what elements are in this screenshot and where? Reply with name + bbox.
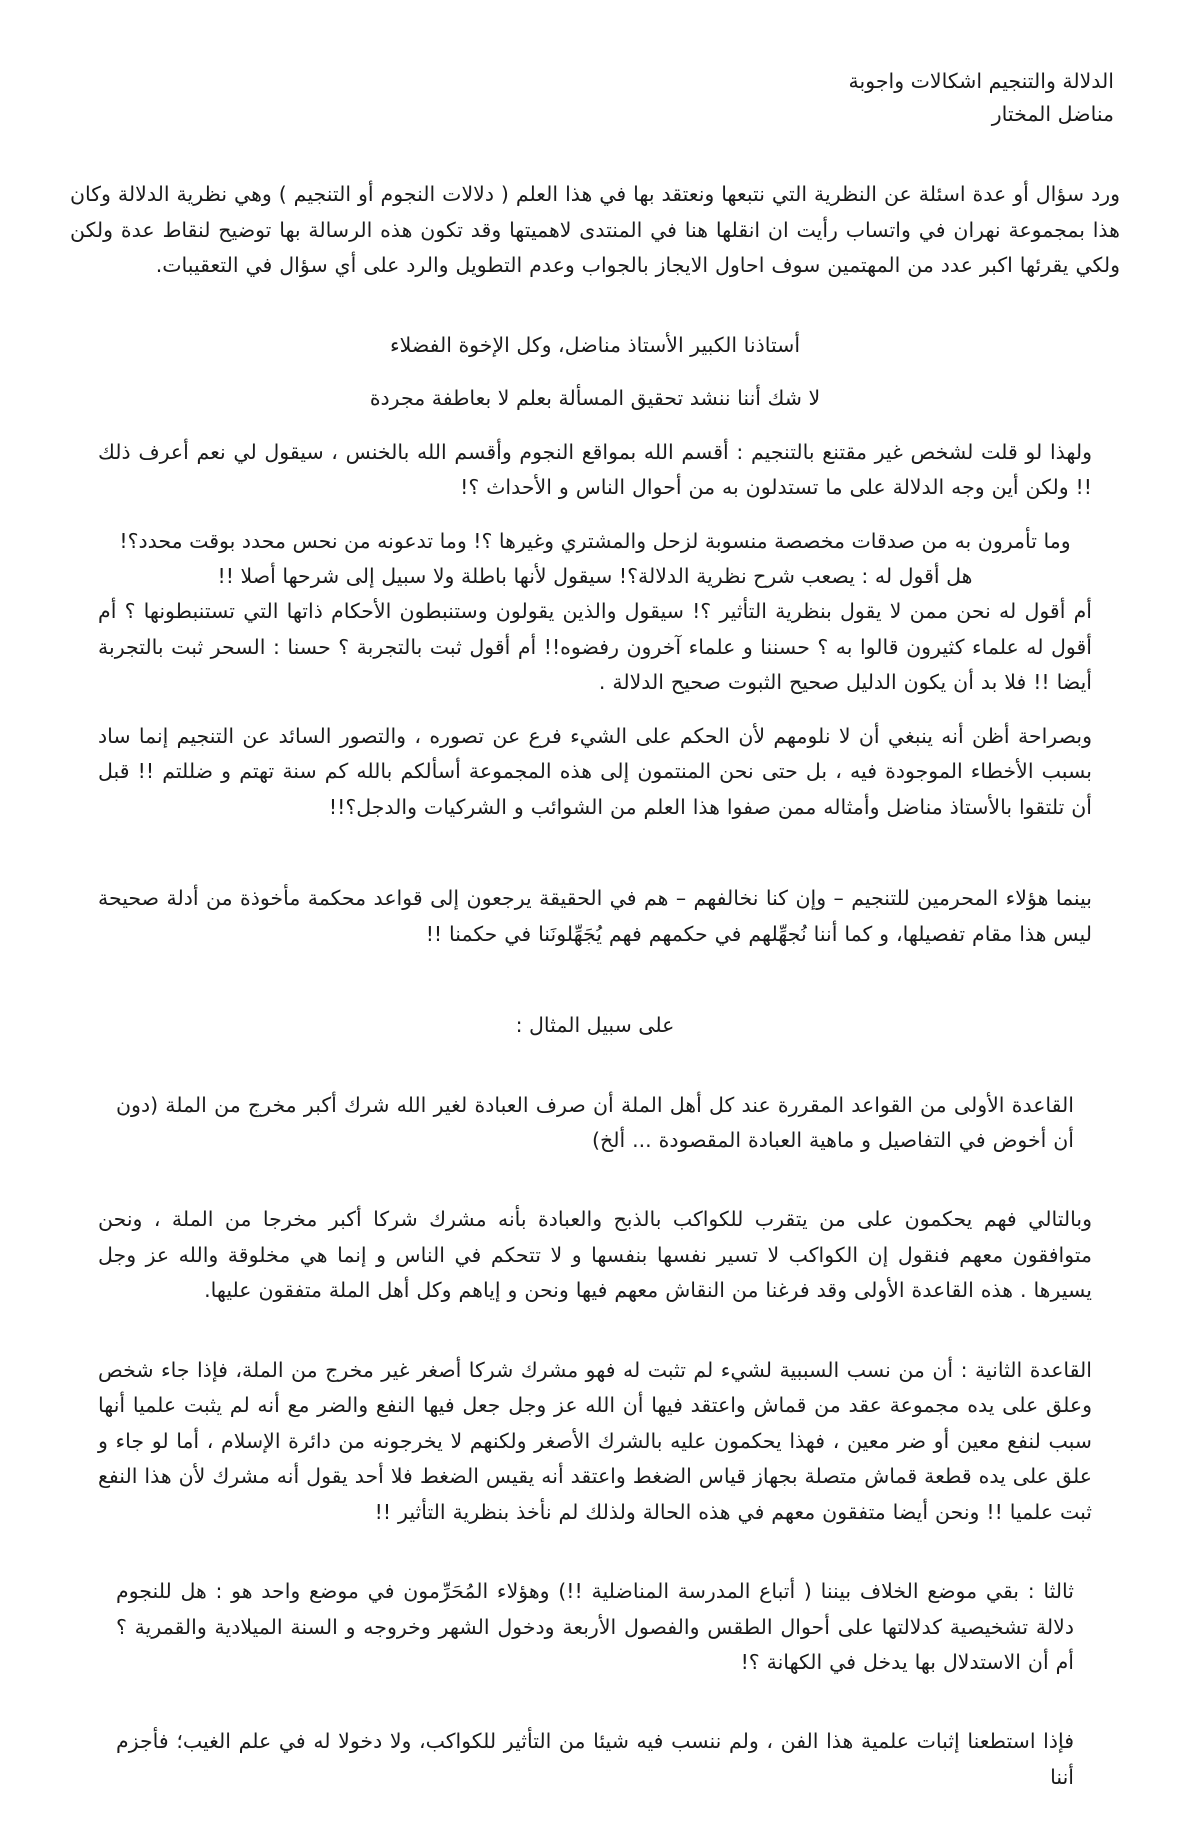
spacer: [70, 284, 1120, 328]
paragraph-rule-three: ثالثا : بقي موضع الخلاف بيننا ( أتباع المدرسة المناضلية !!) وهؤلاء المُحَرِّمون في موضع واحد هو : هل للنجوم دلالة تشخيصية كدلالتها على أحوال الطقس والفصول الأربعة ودخول الشهر وخروجه و السنة الميلادية والقمرية ؟ أم أن الاستدلال بها يدخل في الكهانة ؟!: [116, 1579, 1074, 1674]
paragraph-intro: ورد سؤال أو عدة اسئلة عن النظرية التي نتبعها ونعتقد بها في هذا العلم ( دلالات النجوم أو التنجيم ) وهي نظرية الدلالة وكان هذا بمجموعة نهران في واتساب رأيت ان انقلها هنا في المنتدى لاهميتها وقد تكون هذه الرسالة بها توضيح لنقاط عدة ولكن ولكي يقرئها اكبر عدد من المهتمين سوف احاول الايجاز بالجواب وعدم التطويل والرد على أي سؤال في التعقيبات.: [70, 182, 1120, 278]
rule-two-block: [70, 1353, 1120, 1530]
for-example-label: على سبيل المثال :: [515, 1013, 675, 1038]
document-title: الدلالة والتنجيم اشكالات واجوبة: [848, 69, 1114, 93]
spacer: [70, 1680, 1120, 1724]
spacer: [98, 506, 1092, 524]
document-header: [70, 55, 1120, 131]
spacer: [70, 825, 1120, 881]
document-body: [70, 177, 1120, 1795]
paragraph-meanwhile: بينما هؤلاء المحرمين للتنجيم – وإن كنا نخالفهم – هم في الحقيقة يرجعون إلى قواعد محكمة مأخوذة من أدلة صحيحة ليس هذا مقام تفصيلها، و كما أننا نُجهِّلهم في حكمهم فهم يُجَهِّلونَنا في حكمنا !!: [98, 886, 1092, 946]
rule-three-block: [70, 1574, 1120, 1680]
paragraph-question-3: هل أقول له : يصعب شرح نظرية الدلالة؟! سيقول لأنها باطلة ولا سبيل إلى شرحها أصلا !!: [217, 564, 973, 589]
paragraph-rule-two: القاعدة الثانية : أن من نسب السببية لشيء لم تثبت له فهو مشرك شركا أصغر غير مخرج من الملة، فإذا جاء شخص وعلق على يده مجموعة عقد من قماش واعتقد فيها أن الله عز وجل جعل فيها النفع والضر مع أنه لم يثبت علميا أنها سبب لنفع معين أو ضر معين ، فهذا يحكمون عليه بالشرك الأصغر ولكنهم لا يخرجونه من دائرة الإسلام ، أما لو جاء و علق على يده قطعة قماش متصلة بجهاز قياس الضغط واعتقد أنه يقيس الضغط فلا أحد يقول أنه مشرك لأن هذا النفع ثبت علميا !! ونحن أيضا متفقون معهم في هذه الحالة ولذلك لم نأخذ بنظرية التأثير !!: [98, 1357, 1092, 1524]
statement-objective: لا شك أننا ننشد تحقيق المسألة بعلم لا بعاطفة مجردة: [369, 386, 821, 411]
paragraph-question-1: ولهذا لو قلت لشخص غير مقتنع بالتنجيم : أقسم الله بمواقع النجوم وأقسم الله بالخنس ، سيقول لي نعم أعرف ذلك !! ولكن أين وجه الدلالة على ما تستدلون به من أحوال الناس و الأحداث ؟!: [98, 439, 1092, 500]
document-author: مناضل المختار: [991, 102, 1114, 127]
rule-one-consequence-block: [70, 1202, 1120, 1308]
questions-block: [70, 435, 1120, 701]
for-example-block: [70, 1008, 1120, 1043]
closing-block: [70, 1724, 1120, 1795]
salutation-block: [70, 328, 1120, 417]
spacer: [70, 1309, 1120, 1353]
paragraph-rule-one: القاعدة الأولى من القواعد المقررة عند كل أهل الملة أن صرف العبادة لغير الله شرك أكبر مخرج من الملة (دون أن أخوض في التفاصيل و ماهية العبادة المقصودة ... ألخ): [116, 1092, 1074, 1153]
spacer: [70, 701, 1120, 719]
spacer: [116, 363, 1074, 381]
frankly-block: [70, 719, 1120, 825]
spacer: [70, 417, 1120, 435]
paragraph-rule-one-consequence: وبالتالي فهم يحكمون على من يتقرب للكواكب بالذبح والعبادة بأنه مشرك شركا أكبر مخرجا من الملة ، ونحن متوافقون معهم فنقول إن الكواكب لا تسير نفسها بنفسها و لا تتحكم في الناس و إنما هي مخلوقة والله عز وجل يسيرها . هذه القاعدة الأولى وقد فرغنا من النقاش معهم فيها ونحن و إياهم وكل أهل الملة متفقون عليها.: [98, 1207, 1092, 1303]
meanwhile-block: [70, 881, 1120, 952]
spacer: [70, 952, 1120, 1008]
paragraph-closing: فإذا استطعنا إثبات علمية هذا الفن ، ولم ننسب فيه شيئا من التأثير للكواكب، ولا دخولا له في علم الغيب؛ فأجزم أننا: [116, 1729, 1074, 1789]
spacer: [70, 1530, 1120, 1574]
spacer: [70, 1044, 1120, 1088]
rule-one-block: [70, 1088, 1120, 1159]
paragraph-question-4: أم أقول له نحن ممن لا يقول بنظرية التأثير ؟! سيقول والذين يقولون وستنبطون الأحكام ذاتها التي تستنبطونها ؟ أم أقول له علماء كثيرون قالوا به ؟ حسننا و علماء آخرون رفضوه!! أم أقول ثبت بالتجربة ؟ حسنا : السحر ثبت بالتجربة أيضا !! فلا بد أن يكون الدليل صحيح الثبوت صحيح الدلالة .: [98, 599, 1092, 695]
salutation-line: أستاذنا الكبير الأستاذ مناضل، وكل الإخوة الفضلاء: [389, 332, 801, 357]
spacer: [70, 1158, 1120, 1202]
paragraph-frankly: وبصراحة أظن أنه ينبغي أن لا نلومهم لأن الحكم على الشيء فرع عن تصوره ، والتصور السائد عن التنجيم إنما ساد بسبب الأخطاء الموجودة فيه ، بل حتى نحن المنتمون إلى هذه المجموعة أسألكم بالله كم سنة تهتم و ضللتم !! قبل أن تلتقوا بالأستاذ مناضل وأمثاله ممن صفوا هذا العلم من الشوائب و الشركيات والدجل؟!!: [98, 723, 1092, 819]
paragraph-question-2: وما تأمرون به من صدقات مخصصة منسوبة لزحل والمشتري وغيرها ؟! وما تدعونه من نحس محدد بوقت محدد؟!: [119, 528, 1071, 553]
